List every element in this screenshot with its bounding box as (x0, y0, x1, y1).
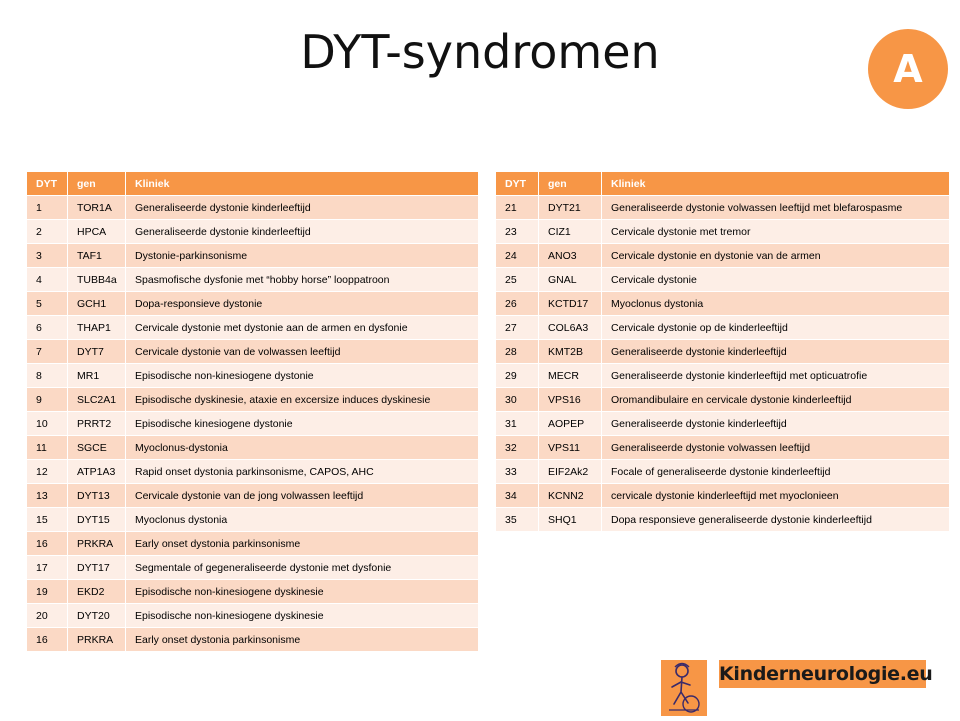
table-row (27, 364, 479, 388)
table-row (496, 364, 950, 388)
table-row (27, 220, 479, 244)
cell-gen: DYT21 (539, 196, 602, 220)
table-row (496, 412, 950, 436)
section-badge: A (868, 29, 948, 109)
page-title: DYT-syndromen (300, 25, 660, 79)
cell-dyt: 15 (27, 508, 68, 532)
table-row (27, 268, 479, 292)
cell-gen: ATP1A3 (68, 460, 126, 484)
cell-kliniek: Episodische non-kinesiogene dyskinesie (126, 604, 479, 628)
cell-gen: DYT20 (68, 604, 126, 628)
cell-dyt: 24 (496, 244, 539, 268)
cell-dyt: 28 (496, 340, 539, 364)
cell-gen: GNAL (539, 268, 602, 292)
table-row (496, 268, 950, 292)
table-row (496, 196, 950, 220)
cell-gen: DYT13 (68, 484, 126, 508)
cell-dyt: 16 (27, 628, 68, 652)
cell-gen: AOPEP (539, 412, 602, 436)
cell-kliniek: Generaliseerde dystonie kinderleeftijd (126, 196, 479, 220)
cell-dyt: 17 (27, 556, 68, 580)
table-row (27, 412, 479, 436)
cell-kliniek: Cervicale dystonie (602, 268, 950, 292)
table-row (27, 388, 479, 412)
cell-kliniek: Generaliseerde dystonie kinderleeftijd met opticuatrofie (602, 364, 950, 388)
cell-dyt: 19 (27, 580, 68, 604)
table-row (27, 292, 479, 316)
cell-gen: MECR (539, 364, 602, 388)
cell-kliniek: Cervicale dystonie met dystonie aan de armen en dysfonie (126, 316, 479, 340)
cell-gen: HPCA (68, 220, 126, 244)
table-row (496, 484, 950, 508)
cell-kliniek: Focale of generaliseerde dystonie kinderleeftijd (602, 460, 950, 484)
cell-kliniek: Early onset dystonia parkinsonisme (126, 532, 479, 556)
cell-dyt: 5 (27, 292, 68, 316)
cell-kliniek: Myoclonus dystonia (126, 508, 479, 532)
cell-dyt: 29 (496, 364, 539, 388)
table-row (27, 196, 479, 220)
site-logo-text[interactable]: Kinderneurologie.eu (719, 660, 926, 688)
cell-kliniek: Episodische non-kinesiogene dystonie (126, 364, 479, 388)
table-body-left (27, 196, 479, 652)
cell-gen: VPS11 (539, 436, 602, 460)
cell-kliniek: Segmentale of gegeneraliseerde dystonie met dysfonie (126, 556, 479, 580)
table-row (27, 604, 479, 628)
cell-kliniek: Cervicale dystonie en dystonie van de armen (602, 244, 950, 268)
cell-gen: EIF2Ak2 (539, 460, 602, 484)
cell-kliniek: Episodische dyskinesie, ataxie en excersize induces dyskinesie (126, 388, 479, 412)
cell-gen: PRKRA (68, 628, 126, 652)
cell-dyt: 8 (27, 364, 68, 388)
cell-gen: TUBB4a (68, 268, 126, 292)
cell-dyt: 1 (27, 196, 68, 220)
cell-dyt: 3 (27, 244, 68, 268)
cell-gen: PRKRA (68, 532, 126, 556)
cell-gen: DYT17 (68, 556, 126, 580)
header-kliniek: Kliniek (602, 172, 950, 196)
table-row (496, 316, 950, 340)
cell-kliniek: Generaliseerde dystonie volwassen leeftijd (602, 436, 950, 460)
cell-gen: ANO3 (539, 244, 602, 268)
cell-kliniek: Dopa responsieve generaliseerde dystonie kinderleeftijd (602, 508, 950, 532)
cell-dyt: 34 (496, 484, 539, 508)
cell-gen: SHQ1 (539, 508, 602, 532)
header-gen: gen (68, 172, 126, 196)
cell-kliniek: Cervicale dystonie van de volwassen leeftijd (126, 340, 479, 364)
cell-gen: KCNN2 (539, 484, 602, 508)
cell-kliniek: Oromandibulaire en cervicale dystonie kinderleeftijd (602, 388, 950, 412)
cell-dyt: 20 (27, 604, 68, 628)
table-row (496, 436, 950, 460)
cell-gen: VPS16 (539, 388, 602, 412)
cell-dyt: 9 (27, 388, 68, 412)
cell-dyt: 25 (496, 268, 539, 292)
table-row (496, 508, 950, 532)
cell-gen: COL6A3 (539, 316, 602, 340)
cell-gen: KMT2B (539, 340, 602, 364)
cell-dyt: 4 (27, 268, 68, 292)
cell-dyt: 10 (27, 412, 68, 436)
table-header-row (496, 172, 950, 196)
cell-gen: SLC2A1 (68, 388, 126, 412)
cell-dyt: 30 (496, 388, 539, 412)
dyt-table-right (495, 171, 950, 532)
cell-kliniek: Early onset dystonia parkinsonisme (126, 628, 479, 652)
cell-kliniek: Spasmofische dysfonie met “hobby horse” looppatroon (126, 268, 479, 292)
cell-gen: EKD2 (68, 580, 126, 604)
table-header-row (27, 172, 479, 196)
cell-kliniek: cervicale dystonie kinderleeftijd met myoclonieen (602, 484, 950, 508)
cell-gen: KCTD17 (539, 292, 602, 316)
cell-gen: CIZ1 (539, 220, 602, 244)
cell-gen: DYT7 (68, 340, 126, 364)
header-kliniek: Kliniek (126, 172, 479, 196)
cell-dyt: 6 (27, 316, 68, 340)
table-row (27, 484, 479, 508)
cell-gen: PRRT2 (68, 412, 126, 436)
cell-gen: DYT15 (68, 508, 126, 532)
table-row (27, 556, 479, 580)
logo-figure-icon (661, 660, 707, 716)
cell-kliniek: Myoclonus-dystonia (126, 436, 479, 460)
cell-dyt: 2 (27, 220, 68, 244)
table-row (27, 580, 479, 604)
cell-gen: SGCE (68, 436, 126, 460)
table-row (27, 508, 479, 532)
cell-kliniek: Rapid onset dystonia parkinsonisme, CAPOS, AHC (126, 460, 479, 484)
cell-dyt: 32 (496, 436, 539, 460)
cell-dyt: 35 (496, 508, 539, 532)
cell-gen: MR1 (68, 364, 126, 388)
child-figure-icon (661, 660, 707, 716)
cell-dyt: 12 (27, 460, 68, 484)
table-row (496, 388, 950, 412)
table-row (27, 532, 479, 556)
table-body-right (496, 196, 950, 532)
table-row (27, 460, 479, 484)
cell-kliniek: Dopa-responsieve dystonie (126, 292, 479, 316)
cell-dyt: 16 (27, 532, 68, 556)
cell-kliniek: Episodische non-kinesiogene dyskinesie (126, 580, 479, 604)
cell-dyt: 21 (496, 196, 539, 220)
table-row (496, 340, 950, 364)
cell-kliniek: Generaliseerde dystonie kinderleeftijd (602, 412, 950, 436)
table-row (496, 220, 950, 244)
table-row (27, 628, 479, 652)
cell-gen: TAF1 (68, 244, 126, 268)
cell-dyt: 31 (496, 412, 539, 436)
table-row (496, 244, 950, 268)
cell-dyt: 7 (27, 340, 68, 364)
table-row (496, 460, 950, 484)
header-dyt: DYT (496, 172, 539, 196)
cell-kliniek: Generaliseerde dystonie kinderleeftijd (126, 220, 479, 244)
cell-kliniek: Cervicale dystonie van de jong volwassen leeftijd (126, 484, 479, 508)
cell-kliniek: Generaliseerde dystonie volwassen leeftijd met blefarospasme (602, 196, 950, 220)
cell-gen: GCH1 (68, 292, 126, 316)
cell-dyt: 11 (27, 436, 68, 460)
cell-kliniek: Generaliseerde dystonie kinderleeftijd (602, 340, 950, 364)
header-gen: gen (539, 172, 602, 196)
cell-dyt: 26 (496, 292, 539, 316)
table-row (27, 316, 479, 340)
cell-kliniek: Episodische kinesiogene dystonie (126, 412, 479, 436)
dyt-table-left (26, 171, 479, 652)
cell-gen: TOR1A (68, 196, 126, 220)
cell-dyt: 27 (496, 316, 539, 340)
cell-kliniek: Cervicale dystonie met tremor (602, 220, 950, 244)
table-row (496, 292, 950, 316)
cell-kliniek: Myoclonus dystonia (602, 292, 950, 316)
table-row (27, 436, 479, 460)
cell-kliniek: Dystonie-parkinsonisme (126, 244, 479, 268)
cell-dyt: 33 (496, 460, 539, 484)
cell-dyt: 13 (27, 484, 68, 508)
header-dyt: DYT (27, 172, 68, 196)
table-row (27, 244, 479, 268)
cell-dyt: 23 (496, 220, 539, 244)
table-row (27, 340, 479, 364)
cell-kliniek: Cervicale dystonie op de kinderleeftijd (602, 316, 950, 340)
cell-gen: THAP1 (68, 316, 126, 340)
